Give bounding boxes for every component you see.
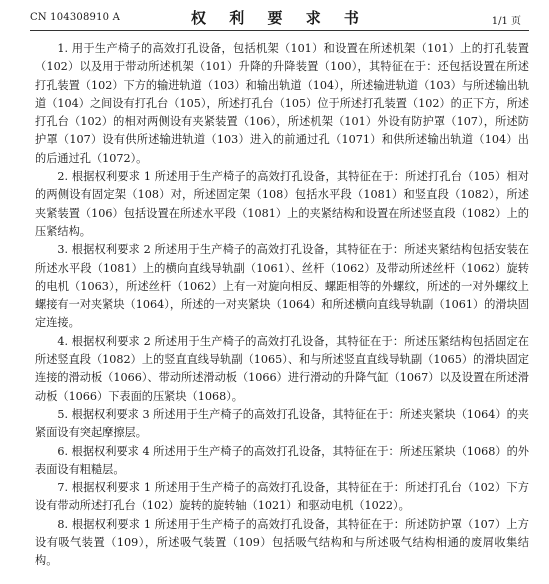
claim-2: 2. 根据权利要求 1 所述用于生产椅子的高效打孔设备，其特征在于：所述打孔台（105）相对的两侧设有固定架（108）对，所述固定架（108）包括水平段（1081）和竖直段（1082），所述夹紧装置（106）包括设置在所述水平段（1081）上的夹紧结构和设置在所述竖直段（1082）上的压紧结构。 [35,170,529,238]
claim-1: 1. 用于生产椅子的高效打孔设备，包括机架（101）和设置在所述机架（101）上的打孔装置（102）以及用于带动所述机架（101）升降的升降装置（100），其特征在于：还包括设置在所述打孔装置（102）下方的输进轨道（103）和输出轨道（104），所述输进轨道（103）与所述输出轨道（104）之间设有打孔台（105），所述打孔台（105）位于所述打孔装置（102）的正下方，所述打孔台（102）的相对两侧设有夹紧装置（106），所述机架（101）外设有防护罩（107），所述防护罩（107）设有供所述输进轨道（103）进入的前通过孔（1071）和供所述输出轨道（104）出的后通过孔（1072）。 [35,42,529,165]
claim-6: 6. 根据权利要求 4 所述用于生产椅子的高效打孔设备，其特征在于：所述压紧块（1068）的外表面设有粗糙层。 [35,444,529,476]
claim-7: 7. 根据权利要求 1 所述用于生产椅子的高效打孔设备，其特征在于：所述打孔台（102）下方设有带动所述打孔台（102）旋转的旋转轴（1021）和驱动电机（1022）。 [35,481,529,513]
page-header [30,6,529,28]
claim-8: 8. 根据权利要求 1 所述用于生产椅子的高效打孔设备，其特征在于：所述防护罩（107）上方设有吸气装置（109），所述吸气装置（109）包括吸气结构和与所述吸气结构相通的废屑收集结构。 [35,517,529,568]
claims-body [35,40,529,571]
document-title: 权 利 要 求 书 [191,9,368,27]
header-divider [30,30,529,31]
page-number: 1/1 页 [491,16,521,27]
claim-3: 3. 根据权利要求 2 所述用于生产椅子的高效打孔设备，其特征在于：所述夹紧结构包括安装在所述水平段（1081）上的横向直线导轨副（1061）、丝杆（1062）及带动所述丝杆（1062）旋转的电机（1063），所述丝杆（1062）上有一对旋向相反、螺距相等的外螺纹，所述的一对外螺纹上螺接有一对夹紧块（1064），所述的一对夹紧块（1064）和所述横向直线导轨副（1061）的滑块固定连接。 [35,243,529,330]
publication-number: CN 104308910 A [30,12,121,23]
claim-5: 5. 根据权利要求 3 所述用于生产椅子的高效打孔设备，其特征在于：所述夹紧块（1064）的夹紧面设有突起摩擦层。 [35,407,529,440]
claim-4: 4. 根据权利要求 2 所述用于生产椅子的高效打孔设备，其特征在于：所述压紧结构包括固定在所述竖直段（1082）上的竖直直线导轨副（1065）、和与所述竖直直线导轨副（1065）的滑块固定连接的滑动板（1066）、带动所述滑动板（1066）进行滑动的升降气缸（1067）以及设置在所述滑动板（1066）下表面的压紧块（1068）。 [35,334,529,403]
